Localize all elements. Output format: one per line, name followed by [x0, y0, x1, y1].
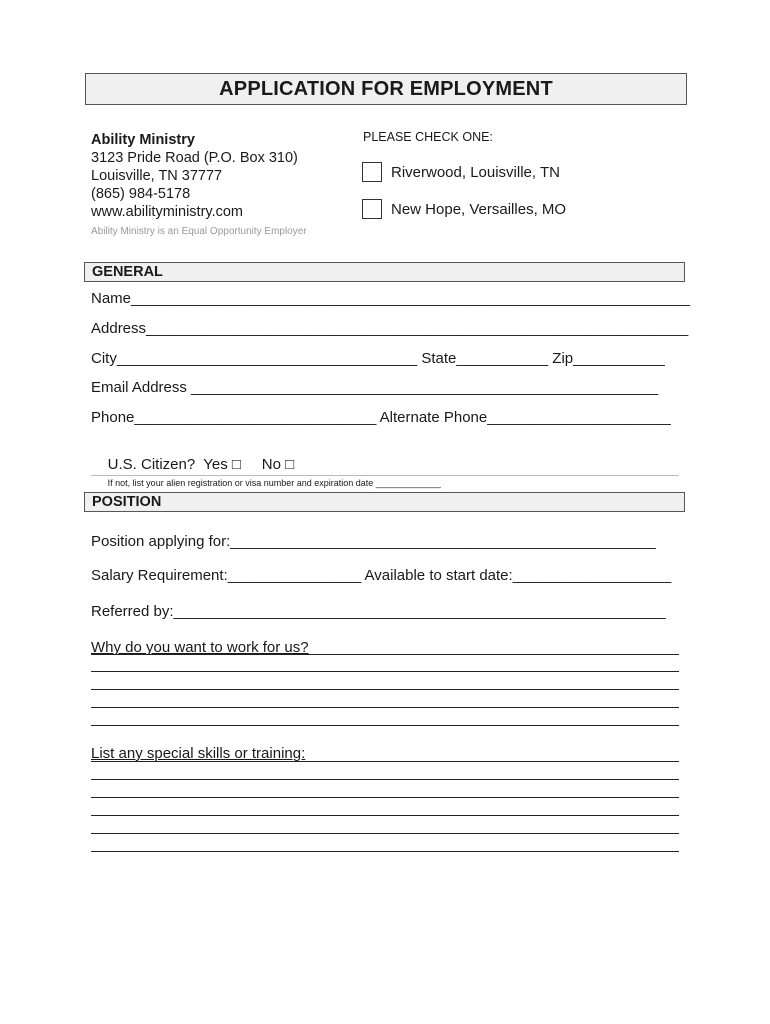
address-field[interactable]: Address_________________________________________________________________: [91, 320, 689, 337]
answer-line[interactable]: [91, 779, 679, 780]
salary-start-date-field[interactable]: Salary Requirement:________________ Available to start date:___________________: [91, 567, 672, 584]
answer-line[interactable]: [91, 797, 679, 798]
answer-line[interactable]: [91, 851, 679, 852]
answer-line[interactable]: [91, 671, 679, 672]
answer-line[interactable]: [91, 815, 679, 816]
phone-fields[interactable]: Phone_____________________________ Alternate Phone______________________: [91, 409, 671, 426]
answer-line[interactable]: [91, 833, 679, 834]
divider: [91, 475, 679, 476]
location-option-riverwood[interactable]: [362, 162, 560, 182]
email-field[interactable]: Email Address ________________________________________________________: [91, 379, 659, 396]
location-option-new-hope[interactable]: [362, 199, 566, 219]
citizen-question[interactable]: U.S. Citizen? Yes □ No □: [107, 456, 295, 473]
location-option-label: Riverwood, Louisville, TN: [391, 163, 560, 181]
organization-name: Ability Ministry: [91, 132, 195, 148]
answer-line[interactable]: [91, 654, 679, 655]
organization-address-line-1: 3123 Pride Road (P.O. Box 310): [91, 150, 298, 166]
location-option-label: New Hope, Versailles, MO: [391, 200, 567, 218]
organization-info: [91, 131, 298, 221]
checkbox[interactable]: [362, 162, 382, 182]
section-heading-position: POSITION: [84, 492, 685, 512]
organization-phone: (865) 984-5178: [91, 186, 191, 202]
answer-line[interactable]: [91, 761, 679, 762]
special-skills-question: List any special skills or training:: [91, 745, 306, 762]
why-work-question: Why do you want to work for us?: [91, 639, 309, 656]
organization-website: www.abilityministry.com: [91, 204, 244, 220]
answer-line[interactable]: [91, 725, 679, 726]
name-field[interactable]: Name___________________________________________________________________: [91, 290, 690, 307]
alien-registration-note: If not, list your alien registration or visa number and expiration date _____________: [107, 478, 441, 488]
city-state-zip-field[interactable]: City____________________________________ State___________ Zip___________: [91, 350, 665, 367]
page-title: APPLICATION FOR EMPLOYMENT: [85, 73, 687, 105]
referred-by-field[interactable]: Referred by:___________________________________________________________: [91, 603, 666, 620]
organization-address-line-2: Louisville, TN 37777: [91, 168, 223, 184]
section-heading-general: GENERAL: [84, 262, 685, 282]
answer-line[interactable]: [91, 707, 679, 708]
checkbox[interactable]: [362, 199, 382, 219]
equal-opportunity-note: Ability Ministry is an Equal Opportunity Employer: [91, 226, 307, 237]
answer-line[interactable]: [91, 689, 679, 690]
position-applying-field[interactable]: Position applying for:___________________________________________________: [91, 533, 656, 550]
check-one-heading: PLEASE CHECK ONE:: [363, 130, 493, 144]
